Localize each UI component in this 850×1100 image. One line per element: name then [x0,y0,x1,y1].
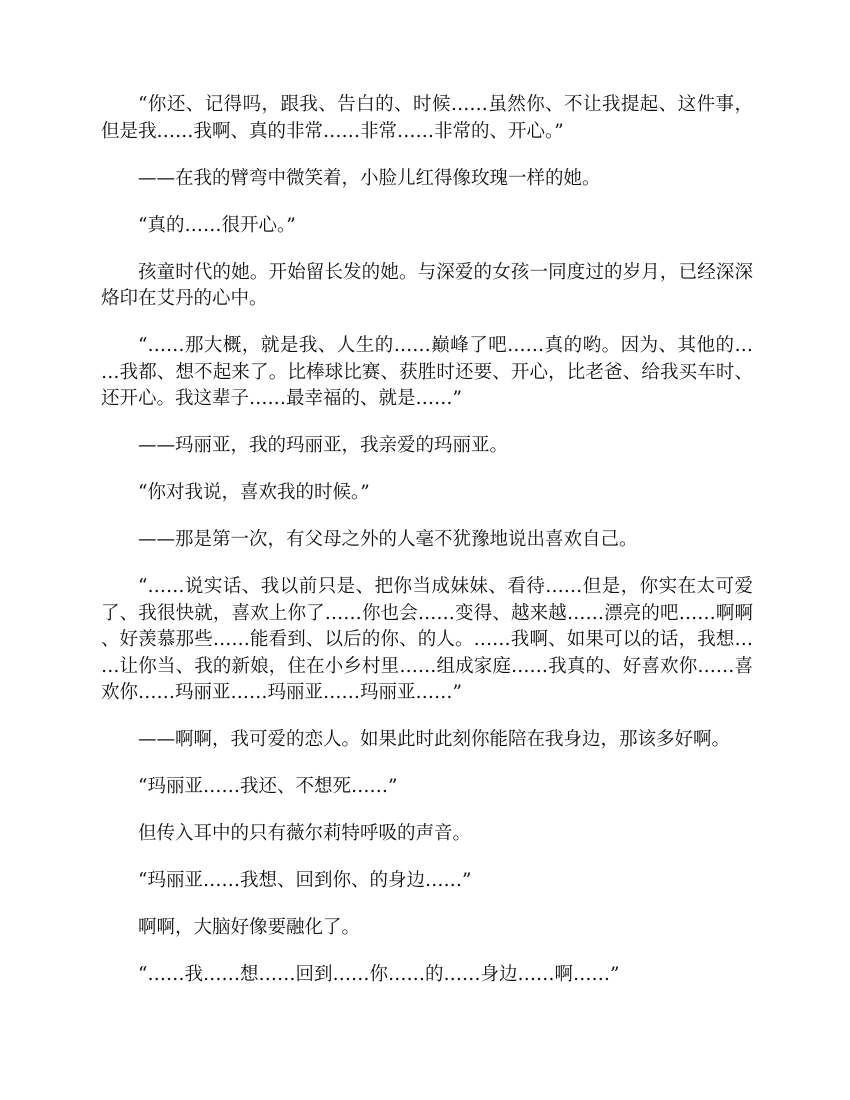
paragraph: ——玛丽亚，我的玛丽亚，我亲爱的玛丽亚。 [138,435,509,456]
paragraph: “玛丽亚……我还、不想死……” [138,776,398,797]
paragraph: ——在我的臂弯中微笑着，小脸儿红得像玫瑰一样的她。 [138,167,601,189]
paragraph: “……说实话、我以前只是、把你当成妹妹、看待……但是，你实在太可爱了、我很快就，喜欢上你了……你也会……变得、越来越……漂亮的吧……啊啊、好羡慕那些……能看到、以后的你、的人。……我啊、如果可以的话，我想……让你当、我的新娘，住在小乡村里……组成家庭……我真的、好喜欢你……喜欢你……玛丽亚……玛丽亚……玛丽亚……” [101,576,753,703]
document-page [101,92,753,1009]
paragraph: “……我……想……回到……你……的……身边……啊……” [138,964,620,985]
paragraph: “你对我说，喜欢我的时候。” [138,482,370,503]
paragraph: 孩童时代的她。开始留长发的她。与深爱的女孩一同度过的岁月，已经深深烙印在艾丹的心中。 [101,261,753,309]
paragraph: ——那是第一次，有父母之外的人毫不犹豫地说出喜欢自己。 [138,529,638,550]
paragraph: ——啊啊，我可爱的恋人。如果此时此刻你能陪在我身边，那该多好啊。 [138,729,731,750]
paragraph: “玛丽亚……我想、回到你、的身边……” [138,870,472,891]
paragraph: “你还、记得吗，跟我、告白的、时候……虽然你、不让我提起、这件事，但是我……我啊、真的非常……非常……非常的、开心。” [101,94,753,142]
paragraph: “真的……很开心。” [138,214,296,236]
paragraph: 但传入耳中的只有薇尔莉特呼吸的声音。 [138,823,472,844]
paragraph: “……那大概，就是我、人生的……巅峰了吧……真的哟。因为、其他的……我都、想不起来了。比棒球比赛、获胜时还要、开心，比老爸、给我买车时、还开心。我这辈子……最幸福的、就是……” [101,335,753,409]
paragraph: 啊啊，大脑好像要融化了。 [138,917,361,938]
